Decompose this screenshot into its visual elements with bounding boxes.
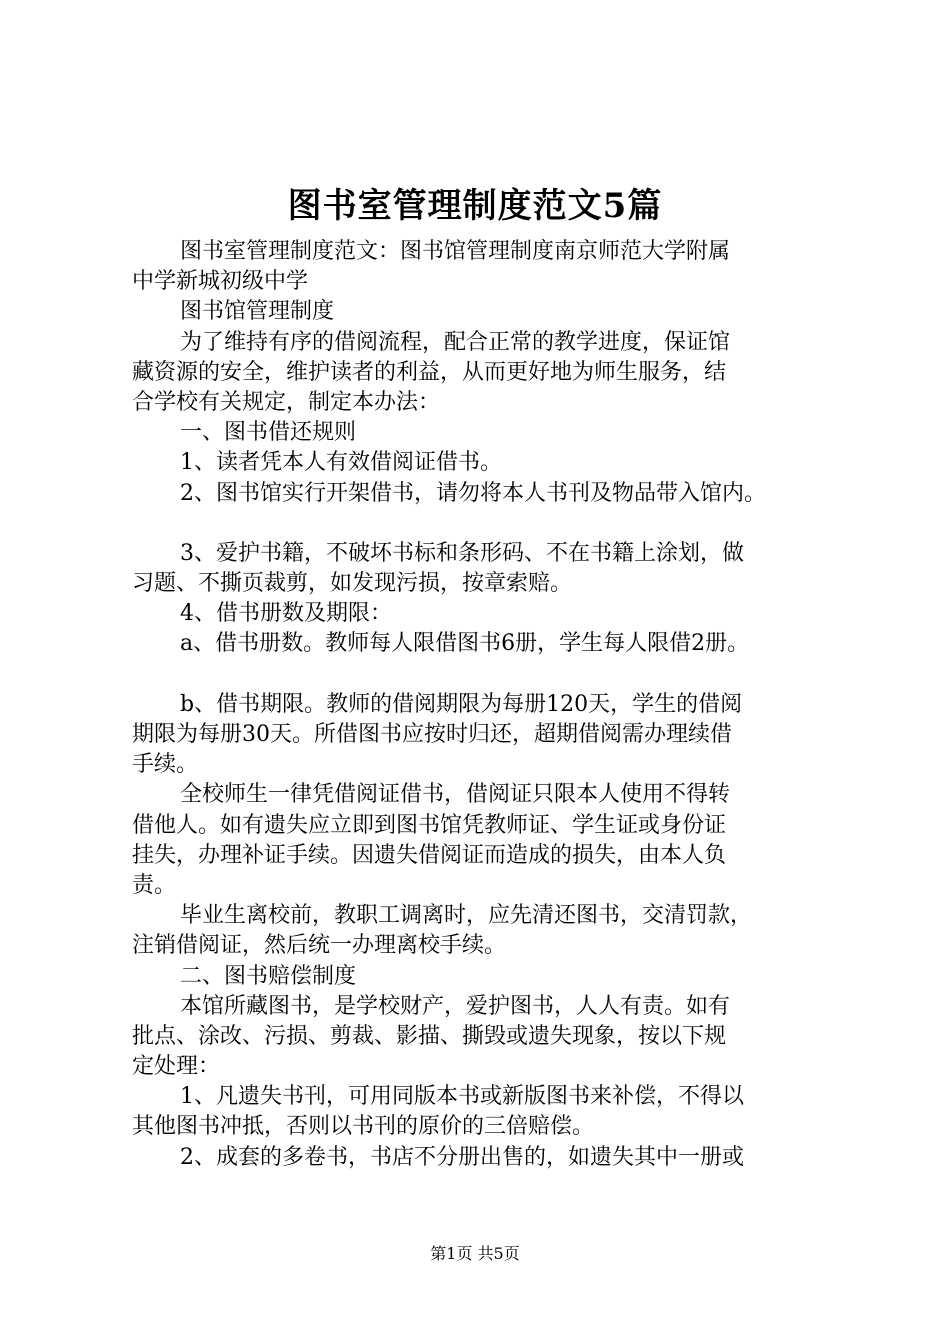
text-line: 1、凡遗失书刊，可用同版本书或新版图书来补偿，不得以 bbox=[180, 1084, 744, 1110]
page-footer: 第1页 共5页 bbox=[430, 1244, 520, 1263]
text-line: 本馆所藏图书，是学校财产，爱护图书，人人有责。如有 bbox=[180, 993, 731, 1019]
text-line: a、借书册数。教师每人限借图书6册，学生每人限借2册。 bbox=[180, 631, 750, 657]
text-line: 挂失，办理补证手续。因遗失借阅证而造成的损失，由本人负 bbox=[132, 842, 727, 868]
blank-line bbox=[132, 660, 832, 690]
text-line: 二、图书赔偿制度 bbox=[180, 963, 357, 989]
text-line: 3、爱护书籍，不破坏书标和条形码、不在书籍上涂划，做 bbox=[180, 540, 744, 566]
text-line: 图书馆管理制度 bbox=[180, 299, 335, 325]
text-line: 习题、不撕页裁剪，如发现污损，按章索赔。 bbox=[132, 571, 573, 597]
text-line: 2、成套的多卷书，书店不分册出售的，如遗失其中一册或 bbox=[180, 1144, 744, 1170]
text-line: 手续。 bbox=[132, 752, 199, 778]
text-line: 全校师生一律凭借阅证借书，借阅证只限本人使用不得转 bbox=[180, 782, 731, 808]
text-line: 批点、涂改、污损、剪裁、影描、撕毁或遗失现象，按以下规 bbox=[132, 1023, 727, 1049]
text-line: 其他图书冲抵，否则以书刊的原价的三倍赔偿。 bbox=[132, 1114, 595, 1140]
text-line: 1、读者凭本人有效借阅证借书。 bbox=[180, 450, 502, 476]
text-line: 藏资源的安全，维护读者的利益，从而更好地为师生服务，结 bbox=[132, 359, 727, 385]
text-line: 4、借书册数及期限： bbox=[180, 601, 392, 627]
text-line: 责。 bbox=[132, 872, 177, 898]
text-line: 2、图书馆实行开架借书，请勿将本人书刊及物品带入馆内。 bbox=[180, 480, 766, 506]
text-line: 图书室管理制度范文：图书馆管理制度南京师范大学附属 bbox=[180, 239, 731, 264]
document-body bbox=[132, 237, 832, 1173]
text-line: 注销借阅证，然后统一办理离校手续。 bbox=[132, 933, 507, 959]
text-line: 期限为每册30天。所借图书应按时归还，超期借阅需办理续借 bbox=[132, 722, 732, 747]
text-line: b、借书期限。教师的借阅期限为每册120天，学生的借阅 bbox=[180, 691, 743, 717]
text-line: 一、图书借还规则 bbox=[180, 420, 357, 446]
document-title: 图书室管理制度范文5篇 bbox=[287, 186, 663, 226]
blank-line bbox=[132, 509, 832, 539]
text-line: 毕业生离校前，教职工调离时，应先清还图书，交清罚款， bbox=[180, 903, 753, 929]
text-line: 中学新城初级中学 bbox=[132, 269, 309, 295]
text-line: 合学校有关规定，制定本办法： bbox=[132, 389, 441, 415]
text-line: 借他人。如有遗失应立即到图书馆凭教师证、学生证或身份证 bbox=[132, 812, 727, 838]
text-line: 为了维持有序的借阅流程，配合正常的教学进度，保证馆 bbox=[180, 329, 731, 355]
text-line: 定处理： bbox=[132, 1054, 221, 1080]
